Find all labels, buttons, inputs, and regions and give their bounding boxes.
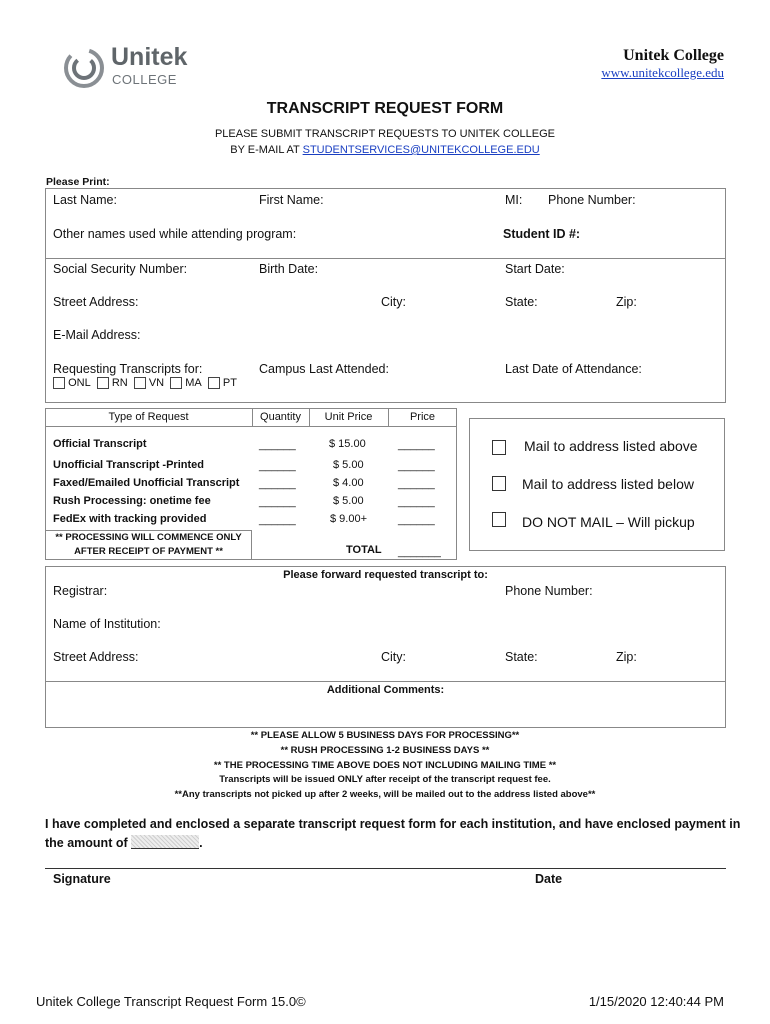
footer-timestamp: 1/15/2020 12:40:44 PM [588,994,724,1009]
forward-zip-label: Zip: [616,650,637,664]
statement-line-1: I have completed and enclosed a separate transcript request form for each institution, and have enclosed payment in [45,817,741,831]
email-link[interactable]: STUDENTSERVICES@UNITEKCOLLEGE.EDU [302,144,540,156]
college-name: Unitek College [623,47,724,64]
college-logo [62,45,197,93]
row-unit-price: $ 5.00 [333,459,364,471]
forward-phone-label: Phone Number: [505,584,593,598]
mail-option-pickup: DO NOT MAIL – Will pickup [522,514,695,530]
row-type: Rush Processing: onetime fee [53,495,211,507]
footer-form-version: Unitek College Transcript Request Form 15.0© [36,994,306,1009]
start-date-label: Start Date: [505,262,565,276]
row-unit-price: $ 5.00 [333,495,364,507]
comments-label: Additional Comments: [326,684,445,696]
mi-label: MI: [505,193,523,207]
institution-label: Name of Institution: [53,617,161,631]
statement-end: . [199,836,203,850]
instruction-prefix: BY E-MAIL AT [230,144,303,156]
logo-name: Unitek [111,43,188,71]
campus-label: Campus Last Attended: [259,362,389,376]
city-label: City: [381,295,406,309]
form-title: TRANSCRIPT REQUEST FORM [266,100,504,117]
forward-box [45,566,726,728]
registrar-label: Registrar: [53,584,108,598]
program-ma: MA [185,377,202,389]
amount-input[interactable] [131,835,199,849]
processing-note-1: ** PROCESSING WILL COMMENCE ONLY [55,532,242,543]
checkbox-mail-below[interactable] [492,476,506,491]
note-line: Transcripts will be issued ONLY after receipt of the transcript request fee. [219,774,551,785]
signature-label: Signature [53,872,111,886]
checkbox-mail-above[interactable] [492,440,506,455]
signature-line [45,868,726,869]
checkbox-rn[interactable] [97,377,109,389]
requesting-for-label: Requesting Transcripts for: [53,362,203,376]
first-name-label: First Name: [259,193,324,207]
note-line: ** THE PROCESSING TIME ABOVE DOES NOT INCLUDING MAILING TIME ** [213,760,557,771]
row-quantity[interactable]: ______ [259,496,296,508]
street-label: Street Address: [53,295,139,309]
program-onl: ONL [68,377,91,389]
phone-label: Phone Number: [548,193,636,207]
student-id-label: Student ID #: [503,227,581,241]
divider [45,258,726,259]
forward-city-label: City: [381,650,406,664]
logo-swirl-icon [62,45,106,91]
checkbox-ma[interactable] [170,377,182,389]
program-rn: RN [111,377,128,389]
mail-option-above: Mail to address listed above [524,438,698,454]
ssn-label: Social Security Number: [53,262,188,276]
row-type: Unofficial Transcript -Printed [53,459,204,471]
forward-state-label: State: [505,650,538,664]
forward-street-label: Street Address: [53,650,139,664]
row-price[interactable]: ______ [398,460,435,472]
table-header-divider [45,426,457,427]
email-address-label: E-Mail Address: [53,328,141,342]
mail-option-below: Mail to address listed below [522,476,694,492]
row-unit-price: $ 4.00 [333,477,364,489]
row-unit-price: $ 15.00 [329,438,366,450]
row-quantity[interactable]: ______ [259,460,296,472]
note-line: **Any transcripts not picked up after 2 weeks, will be mailed out to the address listed above** [174,789,596,800]
row-type: Official Transcript [53,438,147,450]
header-price: Price [409,411,436,423]
row-quantity[interactable]: ______ [259,478,296,490]
comments-divider [45,681,726,682]
last-name-label: Last Name: [53,193,117,207]
row-unit-price: $ 9.00+ [330,513,368,525]
statement-line-2 [45,835,203,850]
zip-label: Zip: [616,295,637,309]
row-quantity[interactable]: ______ [259,514,296,526]
checkbox-onl[interactable] [53,377,65,389]
row-price[interactable]: ______ [398,439,435,451]
note-line: ** PLEASE ALLOW 5 BUSINESS DAYS FOR PROCESSING** [250,730,520,741]
instruction-line-1: PLEASE SUBMIT TRANSCRIPT REQUESTS TO UNITEK COLLEGE [214,128,556,140]
please-print-label: Please Print: [46,176,110,188]
row-type: FedEx with tracking provided [53,513,207,525]
program-checkboxes [53,377,237,389]
row-price[interactable]: ______ [398,478,435,490]
date-label: Date [535,872,563,886]
program-vn: VN [148,377,165,389]
header-quantity: Quantity [260,411,301,423]
row-quantity[interactable]: ______ [259,439,296,451]
program-pt: PT [222,377,237,389]
instruction-line-2 [0,144,770,156]
logo-sub: COLLEGE [112,72,177,87]
checkbox-pickup[interactable] [492,512,506,527]
forward-title: Please forward requested transcript to: [283,569,488,581]
total-blank[interactable]: _______ [398,546,441,558]
row-price[interactable]: ______ [398,514,435,526]
birth-date-label: Birth Date: [259,262,319,276]
state-label: State: [505,295,538,309]
header-unit-price: Unit Price [324,411,373,423]
processing-note-2: AFTER RECEIPT OF PAYMENT ** [74,546,223,557]
total-label: TOTAL [346,544,382,556]
row-price[interactable]: ______ [398,496,435,508]
other-names-label: Other names used while attending program: [53,227,297,241]
checkbox-pt[interactable] [208,377,220,389]
row-type: Faxed/Emailed Unofficial Transcript [53,477,240,489]
last-attendance-label: Last Date of Attendance: [505,362,642,376]
checkbox-vn[interactable] [134,377,146,389]
college-website-link[interactable]: www.unitekcollege.edu [601,65,724,80]
amount-label: the amount of [45,836,128,850]
header-type: Type of Request [108,411,189,423]
note-line: ** RUSH PROCESSING 1-2 BUSINESS DAYS ** [280,745,490,756]
